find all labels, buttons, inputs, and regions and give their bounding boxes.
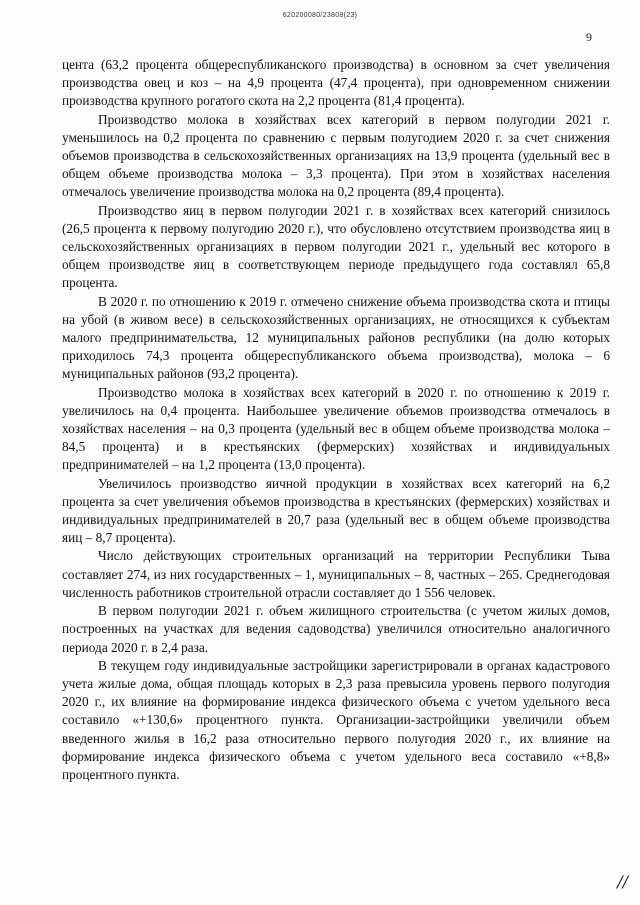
paragraph-2: Производство молока в хозяйствах всех категорий в первом полугодии 2021 г. уменьшилось на 0,2 процента по сравнению с первым полугодием 2020 г. за счет снижения объемов производства в сельскохозяйственных организациях на 13,9 процента (удельный вес в общем объеме производства молока – 3,3 процента). При этом в хозяйствах населения отмечалось увеличение производства молока на 0,2 процента (89,4 процента). <box>62 111 610 200</box>
paragraph-7: Число действующих строительных организаций на территории Республики Тыва составляет 274, из них государственных – 1, муниципальных – 8, частных – 265. Среднегодовая численность работников строительной отрасли составляет до 1 556 человек. <box>62 548 610 600</box>
paragraph-8: В первом полугодии 2021 г. объем жилищного строительства (с учетом жилых домов, построенных на участках для ведения садоводства) увеличился относительно аналогичного периода 2020 г. в 2,4 раза. <box>62 603 610 655</box>
paragraph-5: Производство молока в хозяйствах всех категорий в 2020 г. по отношению к 2019 г. увеличилось на 0,4 процента. Наибольшее увеличение объемов производства отмечалось в хозяйствах населения – на 0,3 процента (удельный вес в общем объеме производства молока – 84,5 процента) и в крестьянских (фермерских) хозяйствах и индивидуальных предпринимателей – на 1,2 процента (13,0 процента). <box>62 384 610 473</box>
paragraph-6: Увеличилось производство яичной продукции в хозяйствах всех категорий на 6,2 процента за счет увеличения объемов производства в крестьянских (фермерских) хозяйствах и индивидуальных предпринимателей в 20,7 раза (удельный вес в общем объеме производства яиц – 8,7 процента). <box>62 475 610 546</box>
document-code: 620200080/23808(23) <box>282 12 358 19</box>
page-number: 9 <box>586 30 592 44</box>
paragraph-4: В 2020 г. по отношению к 2019 г. отмечено снижение объема производства скота и птицы на убой (в живом весе) в сельскохозяйственных организациях, не относящихся к субъектам малого предпринимательства, 12 муниципальных районов республики (на долю которых приходилось 74,3 процента общереспубликанского объема производства), молока – 6 муниципальных районов (93,2 процента). <box>62 293 610 382</box>
paragraph-9: В текущем году индивидуальные застройщики зарегистрировали в органах кадастрового учета жилые дома, общая площадь которых в 2,3 раза превысила уровень первого полугодия 2020 г., их влияние на формирование индекса физического объема с учетом удельного веса составило «+130,6» процентного пункта. Организации-застройщики увеличили объем введенного жилья в 16,2 раза относительно первого полугодия 2020 г., их влияние на формирование индекса физического объема с учетом удельного веса составило «+8,8» процентного пункта. <box>62 657 610 782</box>
handwritten-mark: // <box>617 872 628 891</box>
paragraph-3: Производство яиц в первом полугодии 2021 г. в хозяйствах всех категорий снизилось (26,5 процента к первому полугодию 2020 г.), что обусловлено отсутствием производства яиц в сельскохозяйственных организациях в первом полугодии 2021 г., удельный вес которого в общем производстве яиц в соответствующем периоде предыдущего года составлял 65,8 процента. <box>62 202 610 291</box>
paragraph-1: цента (63,2 процента общереспубликанского производства) в основном за счет увеличения производства овец и коз – на 4,9 процента (47,4 процента), при одновременном снижении производства крупного рогатого скота на 2,2 процента (81,4 процента). <box>62 57 610 109</box>
document-body <box>62 56 610 784</box>
